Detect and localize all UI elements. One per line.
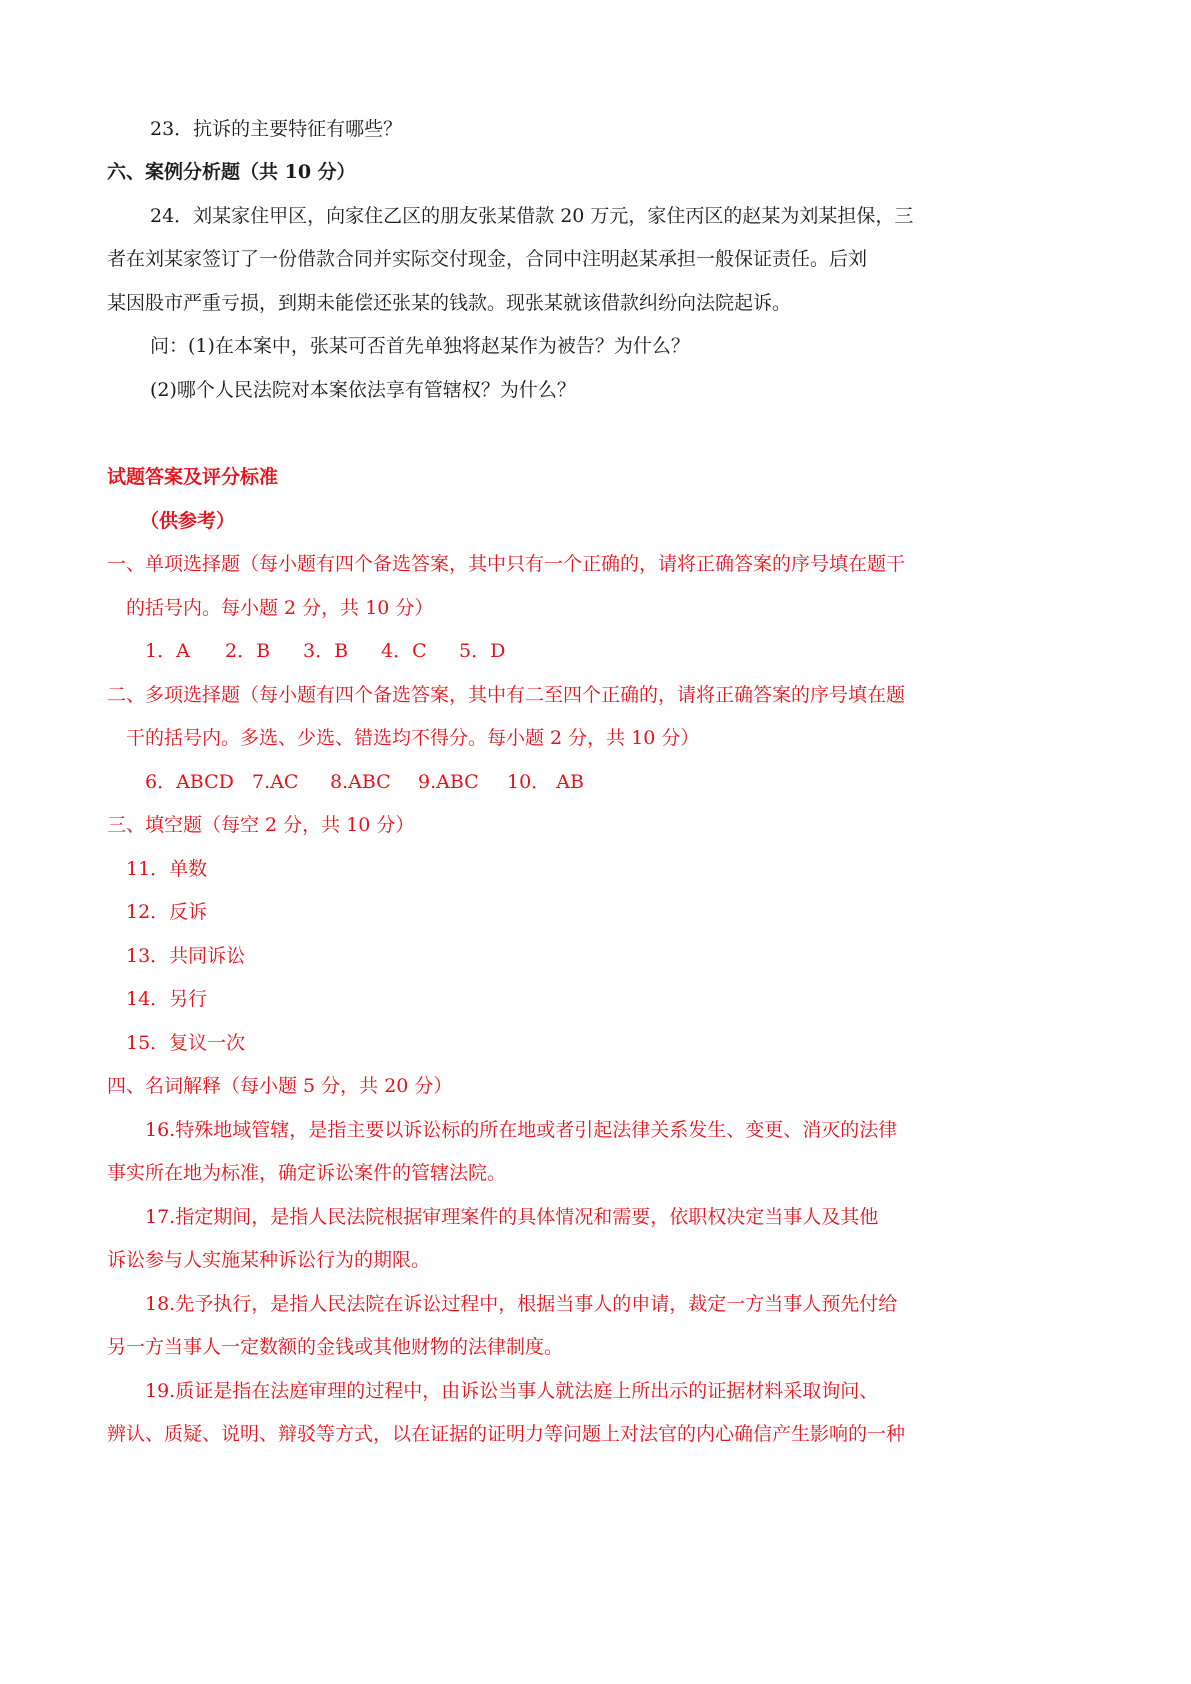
answer-18-line-1: 18.先予执行，是指人民法院在诉讼过程中，根据当事人的申请，裁定一方当事人预先付给 (145, 1293, 898, 1315)
section-6-title: 六、案例分析题（共 10 分） (107, 161, 356, 183)
answer-11: 11．单数 (126, 858, 208, 880)
answer-6: 6．ABCD (145, 771, 234, 793)
answer-12: 12．反诉 (126, 901, 208, 923)
answer-10: 10． AB (507, 771, 584, 793)
case-24-line-1: 24．刘某家住甲区，向家住乙区的朋友张某借款 20 万元，家住丙区的赵某为刘某担保，三 (150, 205, 914, 227)
answer-1: 1．A (145, 640, 190, 662)
answer-14: 14．另行 (126, 988, 208, 1010)
answer-8: 8.ABC (330, 771, 391, 793)
answer-2: 2．B (225, 640, 271, 662)
answer-17-line-2: 诉讼参与人实施某种诉讼行为的期限。 (107, 1249, 431, 1271)
section-3-title: 三、填空题（每空 2 分，共 10 分） (107, 814, 415, 836)
section-1-title-line-2: 的括号内。每小题 2 分，共 10 分） (126, 597, 434, 619)
answer-7: 7.AC (252, 771, 299, 793)
section-1-title-line-1: 一、单项选择题（每小题有四个备选答案，其中只有一个正确的，请将正确答案的序号填在题干 (107, 553, 906, 575)
section-4-title: 四、名词解释（每小题 5 分，共 20 分） (107, 1075, 453, 1097)
answer-16-line-2: 事实所在地为标准，确定诉讼案件的管辖法院。 (107, 1162, 507, 1184)
answer-3: 3．B (303, 640, 349, 662)
answer-13: 13．共同诉讼 (126, 945, 246, 967)
question-23: 23．抗诉的主要特征有哪些？ (150, 118, 403, 140)
case-24-line-3: 某因股市严重亏损，到期未能偿还张某的钱款。现张某就该借款纠纷向法院起诉。 (107, 292, 792, 314)
answer-17-line-1: 17.指定期间，是指人民法院根据审理案件的具体情况和需要，依职权决定当事人及其他 (145, 1206, 879, 1228)
answer-4: 4．C (381, 640, 427, 662)
answer-18-line-2: 另一方当事人一定数额的金钱或其他财物的法律制度。 (107, 1336, 564, 1358)
section-1-answers (145, 639, 505, 663)
answer-19-line-2: 辨认、质疑、说明、辩驳等方式，以在证据的证明力等问题上对法官的内心确信产生影响的一种 (107, 1423, 906, 1445)
case-24-line-2: 者在刘某家签订了一份借款合同并实际交付现金，合同中注明赵某承担一般保证责任。后刘 (107, 248, 868, 270)
answer-19-line-1: 19.质证是指在法庭审理的过程中，由诉讼当事人就法庭上所出示的证据材料采取询问、 (145, 1380, 879, 1402)
section-2-answers (145, 770, 584, 794)
answers-title: 试题答案及评分标准 (107, 466, 279, 488)
section-2-title-line-1: 二、多项选择题（每小题有四个备选答案，其中有二至四个正确的，请将正确答案的序号填在题 (107, 684, 906, 706)
answer-16-line-1: 16.特殊地域管辖，是指主要以诉讼标的所在地或者引起法律关系发生、变更、消灭的法律 (145, 1119, 898, 1141)
section-2-title-line-2: 干的括号内。多选、少选、错选均不得分。每小题 2 分，共 10 分） (126, 727, 700, 749)
answer-5: 5．D (459, 640, 506, 662)
answer-15: 15．复议一次 (126, 1032, 246, 1054)
case-24-question-1: 问：(1)在本案中，张某可否首先单独将赵某作为被告？为什么？ (150, 335, 690, 357)
answer-9: 9.ABC (418, 771, 479, 793)
answers-subtitle: （供参考） (140, 510, 236, 532)
case-24-question-2: (2)哪个人民法院对本案依法享有管辖权？为什么？ (150, 379, 576, 401)
